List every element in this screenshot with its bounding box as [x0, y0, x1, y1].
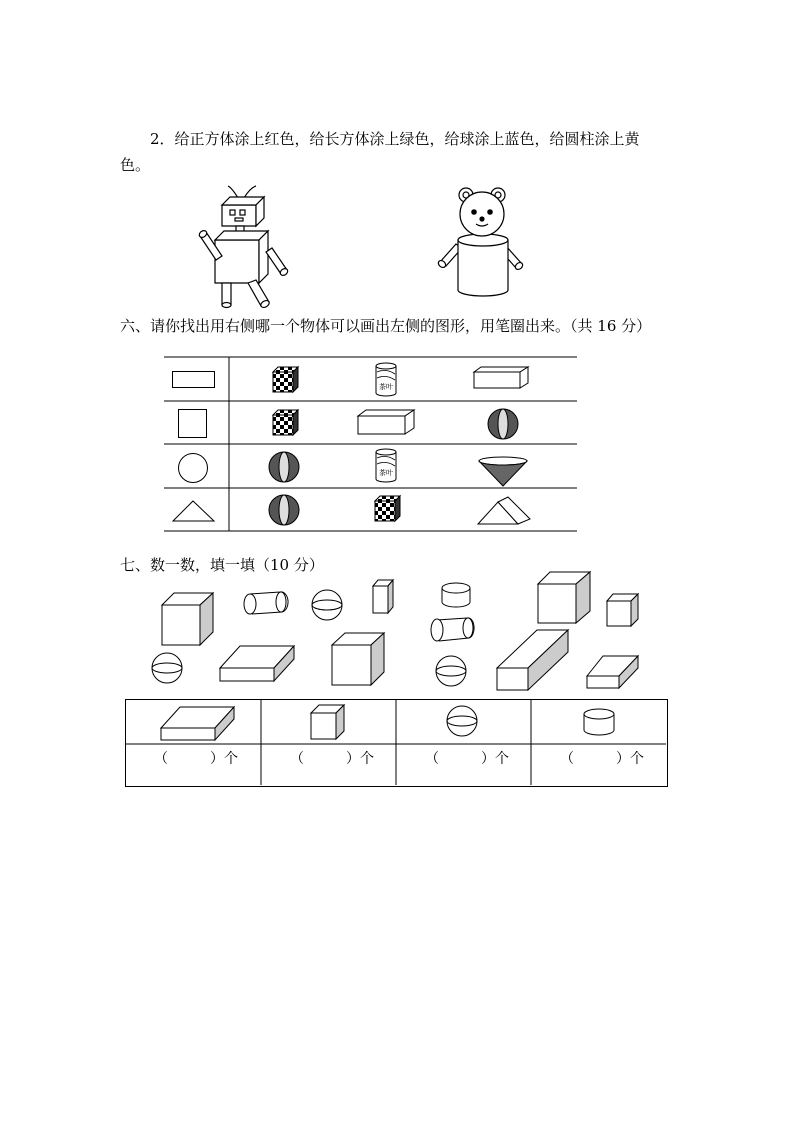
tea-can-label: 茶叶 [379, 469, 393, 477]
cuboid-icon [373, 580, 393, 613]
cylinder-icon [431, 618, 474, 641]
question-2-line-1: 2．给正方体涂上红色，给长方体涂上绿色，给球涂上蓝色，给圆柱涂上黄 [150, 130, 640, 148]
sphere-count-blank[interactable]: （ ）个 [425, 751, 509, 767]
tea-can-label: 茶叶 [379, 383, 393, 391]
counting-table [125, 699, 668, 787]
cuboid-icon [158, 702, 238, 742]
cylinder-icon [582, 708, 618, 740]
cylinder-icon [442, 583, 470, 607]
sphere-icon [436, 656, 466, 686]
cube-icon [162, 593, 213, 645]
cuboid-icon [587, 656, 638, 688]
sphere-icon [312, 590, 342, 620]
cube-count-blank[interactable]: （ ）个 [290, 751, 374, 767]
cuboid-icon [497, 630, 568, 690]
sphere-icon [445, 704, 481, 740]
cube-icon [607, 594, 638, 626]
section-6-heading: 六、请你找出用右侧哪一个物体可以画出左侧的图形，用笔圈出来。（共 16 分） [120, 317, 652, 335]
cube-icon [332, 633, 384, 685]
section-7-heading: 七、数一数，填一填（10 分） [120, 556, 324, 574]
cuboid-count-blank[interactable]: （ ）个 [154, 751, 238, 767]
cylinder-count-blank[interactable]: （ ）个 [560, 751, 644, 767]
cube-icon [309, 703, 349, 743]
cylinder-icon [244, 592, 288, 614]
sphere-icon [152, 653, 182, 683]
cube-icon [538, 572, 590, 623]
cuboid-icon [220, 646, 294, 681]
question-2-line-2: 色。 [120, 156, 151, 174]
